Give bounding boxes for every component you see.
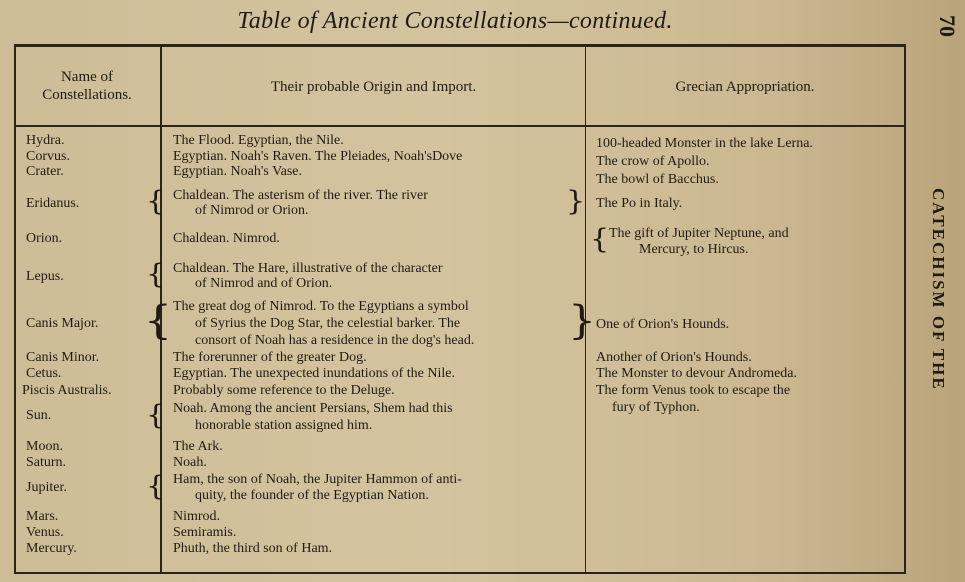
table-cell-origin: Egyptian. Noah's Raven. The Pleiades, Noah'sDove [173,149,463,164]
table-cell-name: Moon. [26,439,63,454]
table-cell-origin: of Syrius the Dog Star, the celestial barker. The [195,316,461,331]
table-cell-grecian: One of Orion's Hounds. [596,317,730,332]
table-cell-name: Piscis Australis. [22,383,112,398]
page-number: 70 [935,15,960,37]
right-brace-icon: } [568,297,596,344]
table-cell-name: Canis Major. [26,316,99,331]
table-cell-origin: Egyptian. The unexpected inundations of the Nile. [173,366,456,381]
table-cell-origin: Probably some reference to the Deluge. [173,383,395,398]
table-cell-grecian: The gift of Jupiter Neptune, and [609,226,789,241]
table-cell-name: Canis Minor. [26,350,100,365]
page-title: Table of Ancient Constellations—continued. [237,8,673,34]
table-cell-name: Saturn. [26,455,67,470]
table-cell-name: Mars. [26,509,59,524]
header-grecian-appropriation: Grecian Appropriation. [675,79,815,95]
table-bottom-rule [14,572,906,574]
table-cell-origin: Chaldean. The asterism of the river. The river [173,188,428,203]
table-cell-name: Crater. [26,164,64,179]
table-cell-grecian: Another of Orion's Hounds. [596,350,752,365]
table-cell-origin: of Nimrod and of Orion. [195,276,333,291]
running-side-header: CATECHISM OF THE [929,188,948,391]
table-cell-name: Sun. [26,408,52,423]
table-cell-grecian: The Monster to devour Andromeda. [596,366,798,381]
table-left-rule [14,44,16,574]
table-cell-origin: consort of Noah has a residence in the dog's head. [195,333,475,348]
table-cell-name: Cetus. [26,366,62,381]
table-cell-origin: of Nimrod or Orion. [195,203,309,218]
table-cell-name: Lepus. [26,269,64,284]
table-right-rule [904,44,906,574]
table-cell-grecian: The Po in Italy. [596,196,683,211]
table-cell-origin: Egyptian. Noah's Vase. [173,164,303,179]
table-cell-name: Orion. [26,231,63,246]
header-origin-and-import: Their probable Origin and Import. [270,79,477,95]
table-cell-origin: The forerunner of the greater Dog. [173,350,367,365]
table-cell-grecian: The crow of Apollo. [596,154,710,169]
table-cell-name: Eridanus. [26,196,80,211]
table-cell-origin: Noah. Among the ancient Persians, Shem had this [173,401,453,416]
table-top-rule [14,44,906,47]
table-cell-origin: The great dog of Nimrod. To the Egyptians a symbol [173,299,469,314]
table-cell-origin: Nimrod. [173,509,221,524]
table-cell-origin: The Ark. [173,439,223,454]
table-cell-name: Venus. [26,525,64,540]
left-brace-icon: { [146,185,166,218]
left-brace-icon: { [146,399,166,432]
header-bottom-rule [14,125,906,127]
table-cell-grecian: The form Venus took to escape the [596,383,791,398]
header-name-of-constellations: Name of Constellations. [42,69,132,103]
table-cell-name: Mercury. [26,541,77,556]
table-cell-origin: Ham, the son of Noah, the Jupiter Hammon of anti- [173,472,462,487]
table-cell-origin: The Flood. Egyptian, the Nile. [173,133,344,148]
left-brace-icon: { [146,470,166,503]
table-cell-origin: Semiramis. [173,525,237,540]
table-cell-grecian: 100-headed Monster in the lake Lerna. [596,136,813,151]
table-cell-origin: quity, the founder of the Egyptian Nation. [195,488,429,503]
table-cell-name: Jupiter. [26,480,67,495]
table-cell-origin: Chaldean. Nimrod. [173,231,280,246]
table-cell-name: Corvus. [26,149,70,164]
table-cell-grecian: The bowl of Bacchus. [596,172,719,187]
table-cell-origin: honorable station assigned him. [195,418,373,433]
table-cell-origin: Chaldean. The Hare, illustrative of the character [173,261,443,276]
table-cell-origin: Phuth, the third son of Ham. [173,541,333,556]
left-brace-icon: { [144,297,172,344]
left-brace-icon: { [146,258,166,291]
left-brace-icon: { [590,223,610,256]
right-brace-icon: } [566,185,586,218]
table-cell-grecian: Mercury, to Hircus. [639,242,749,257]
table-cell-name: Hydra. [26,133,65,148]
table-cell-grecian: fury of Typhon. [612,400,700,415]
table-cell-origin: Noah. [173,455,207,470]
